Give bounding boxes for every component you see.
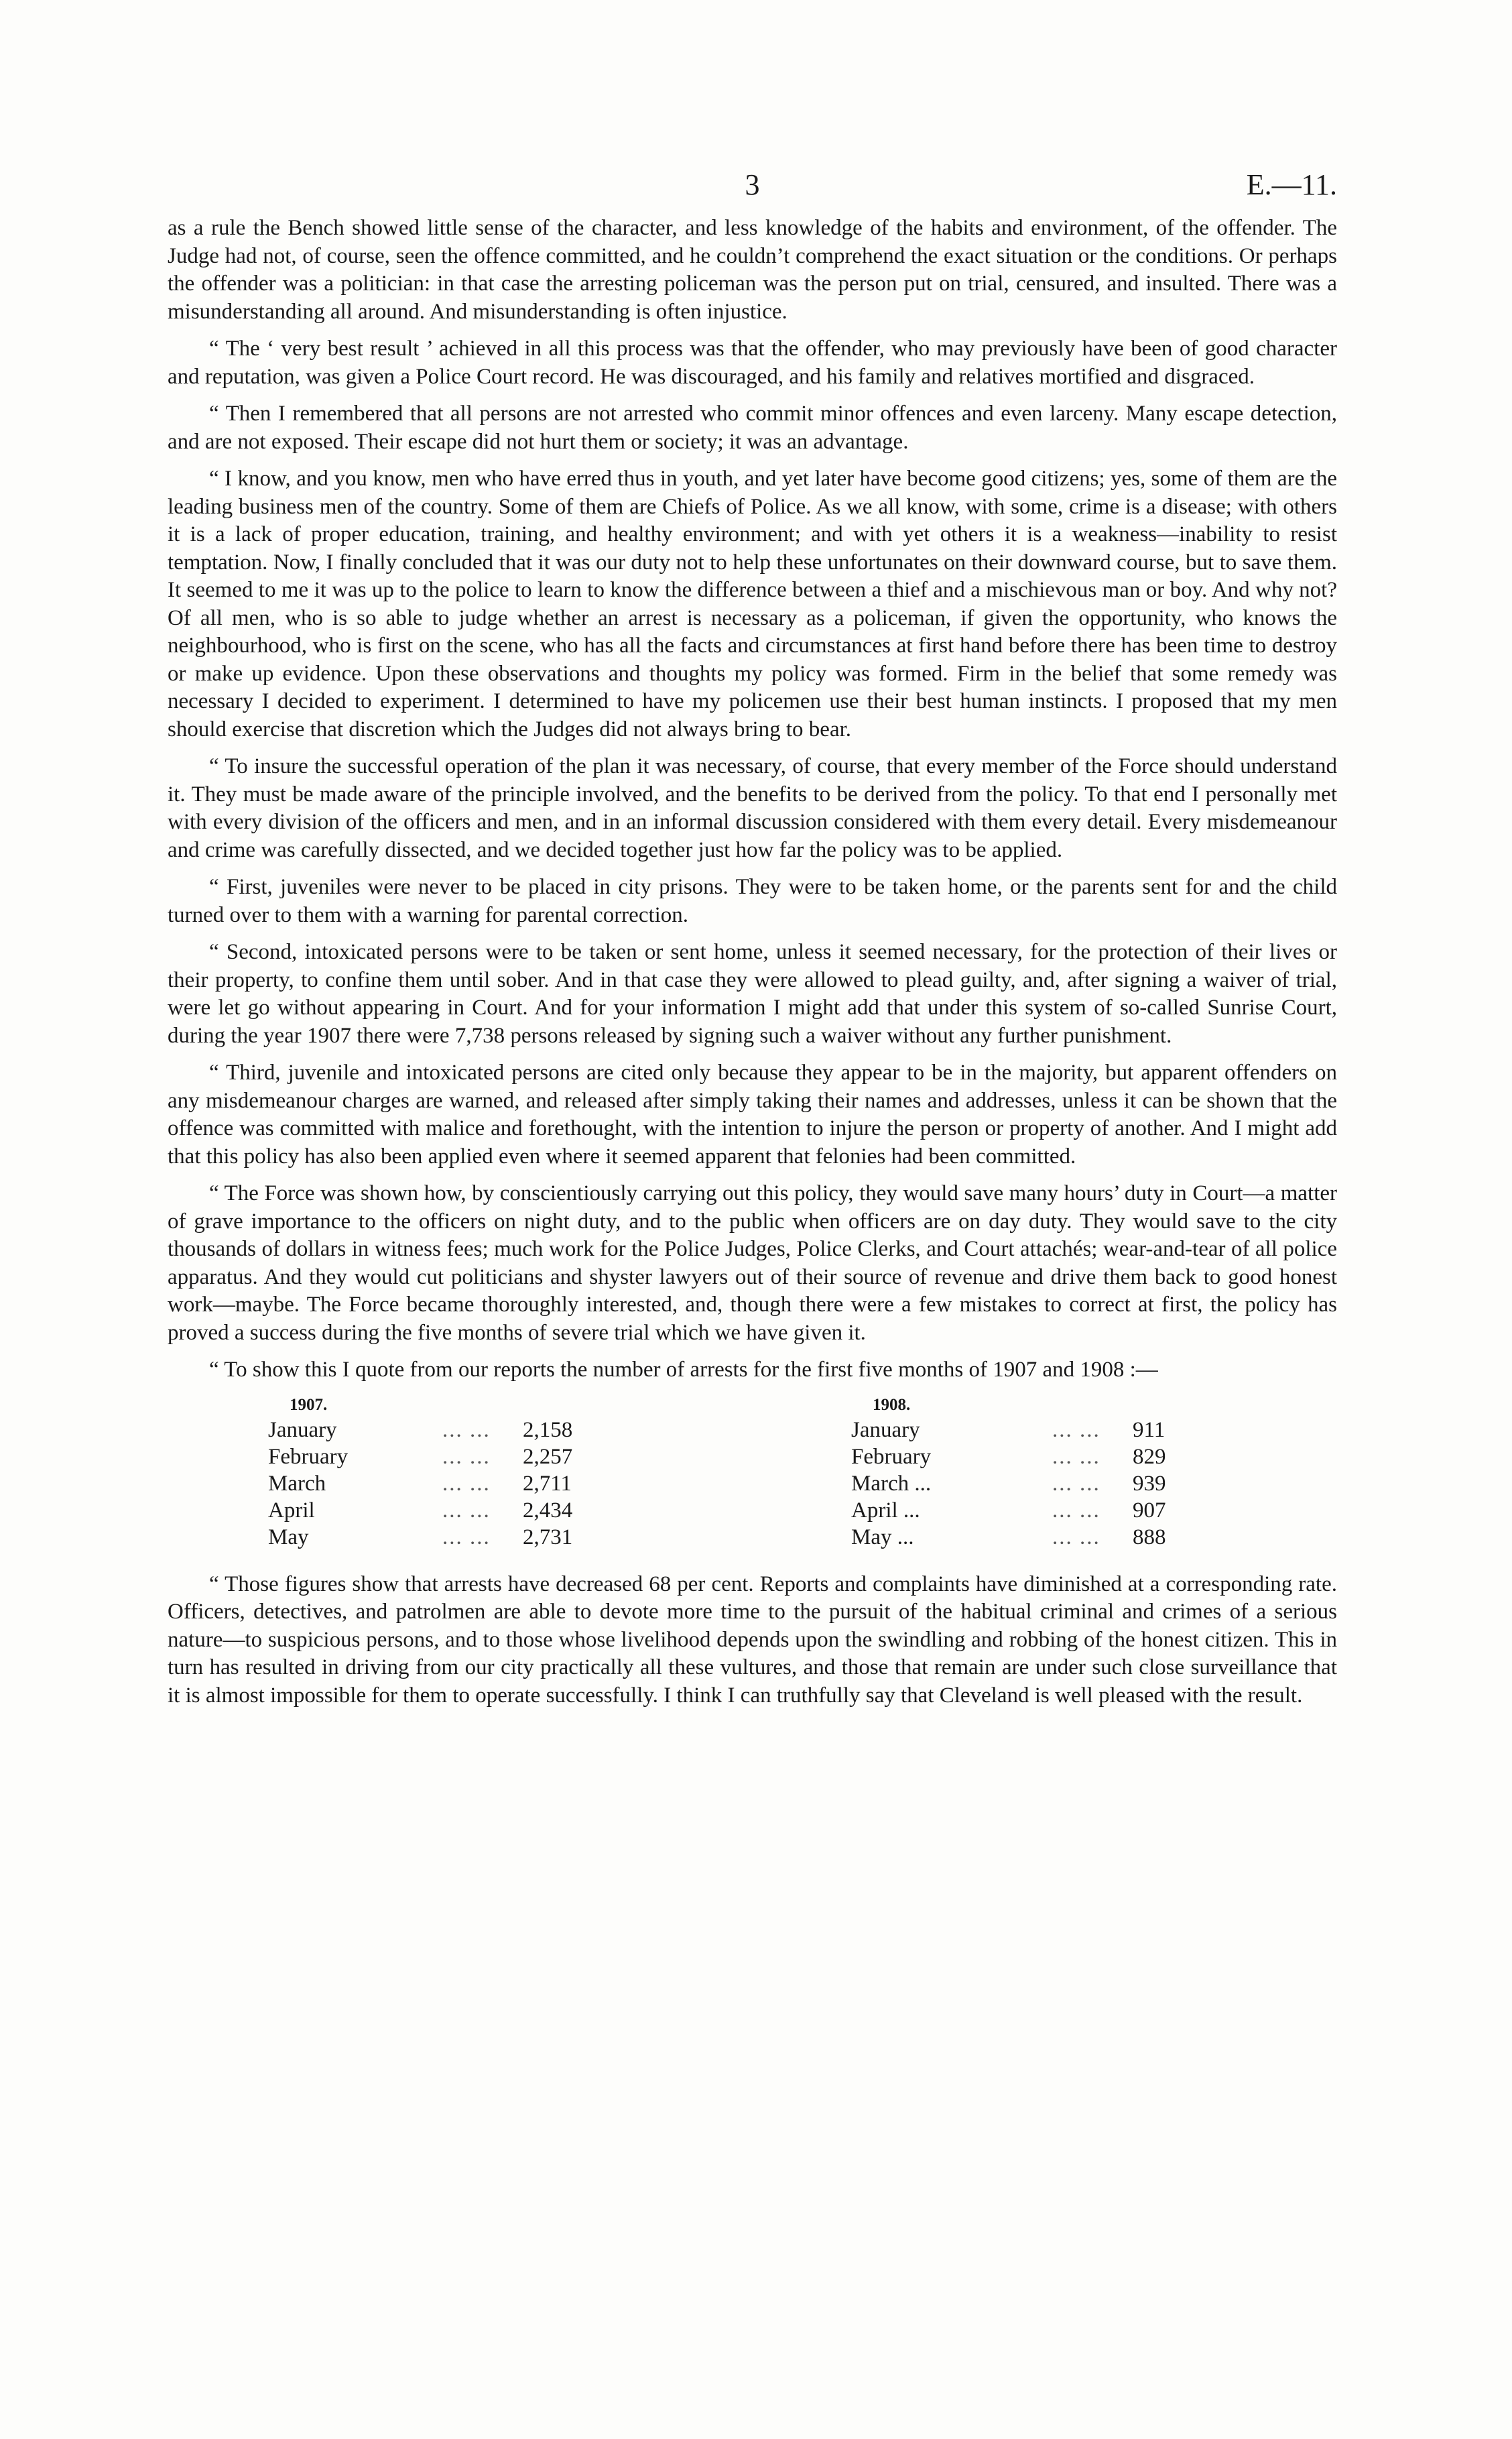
paragraph-10: “ To show this I quote from our reports the number of arrests for the first five months of 1907 and 1908 :— xyxy=(209,1358,1158,1382)
table-row xyxy=(268,1497,704,1524)
table-row xyxy=(268,1443,704,1470)
table-row xyxy=(268,1417,704,1443)
table-row xyxy=(268,1524,704,1551)
table-value: 911 xyxy=(1133,1417,1166,1442)
paragraph-6: “ First, juveniles were never to be placed in city prisons. They were to be taken home, or the parents sent for and the child turned over to them with a warning for parental correction. xyxy=(168,875,1337,927)
table-month: February xyxy=(268,1444,349,1469)
document-page xyxy=(168,161,1337,1719)
table-leader-dots: ... ... xyxy=(442,1444,491,1469)
table-month: January xyxy=(851,1417,920,1442)
paragraph-4: “ I know, and you know, men who have erred thus in youth, and yet later have become good citizens; yes, some of them are the leading business men of the country. Some of them are Chiefs of Police. As we all know, with some, crime is a disease; with others it is a lack of proper education, training, and healthy environment; and with yet others it is a weakness—inability to resist temptation. Now, I finally concluded that it was our duty not to help these unfortunates on their downward course, but to save them. It seemed to me it was up to the police to learn to know the difference between a thief and a mischievous man or boy. And why not? Of all men, who is so able to judge whether an arrest is necessary as a policeman, if given the opportunity, who knows the neighbourhood, who is first on the scene, who has all the facts and circumstances at first hand before there has been time to destroy or make up evidence. Upon these observations and thoughts my policy was formed. Firm in the belief that some remedy was necessary I decided to experiment. I determined to have my policemen use their best human instincts. I proposed that my men should exercise that discretion which the Judges did not always bring to bear. xyxy=(168,467,1337,741)
table-row xyxy=(851,1524,1280,1551)
table-row xyxy=(851,1497,1280,1524)
table-1907 xyxy=(268,1394,704,1551)
table-value: 2,731 xyxy=(523,1525,573,1549)
table-value: 907 xyxy=(1133,1498,1166,1523)
table-month: April ... xyxy=(851,1498,920,1523)
table-1908 xyxy=(851,1394,1280,1551)
paragraph-5: “ To insure the successful operation of the plan it was necessary, of course, that every member of the Force should understand it. They must be made aware of the principle involved, and the benefits to be derived from the policy. To that end I personally met with every division of the officers and men, and in an informal discussion considered with them every detail. Every misdemeanour and crime was carefully dissected, and we decided together just how far the policy was to be applied. xyxy=(168,754,1337,862)
table-row xyxy=(851,1443,1280,1470)
table-value: 888 xyxy=(1133,1525,1166,1549)
paragraph-7: “ Second, intoxicated persons were to be taken or sent home, unless it seemed necessary, for the protection of their lives or their property, to confine them until sober. And in that case they were allowed to plead guilty, and, after signing a waiver of trial, were let go without appearing in Court. And for your information I might add that under this system of so-called Sunrise Court, during the year 1907 there were 7,738 persons released by signing such a waiver without any further punishment. xyxy=(168,940,1337,1048)
table-month: February xyxy=(851,1444,932,1469)
table-leader-dots: ... ... xyxy=(442,1417,491,1442)
table-leader-dots: ... ... xyxy=(442,1498,491,1523)
table-value: 939 xyxy=(1133,1471,1166,1496)
paragraph-9: “ The Force was shown how, by conscientiously carrying out this policy, they would save many hours’ duty in Court—a matter of grave importance to the officers on night duty, and to the public when officers are on day duty. They would save to the city thousands of dollars in witness fees; much work for the Police Judges, Police Clerks, and Court attachés; wear-and-tear of all police apparatus. And they would cut politicians and shyster lawyers out of their source of revenue and drive them back to good honest work—maybe. The Force became thoroughly interested, and, though there were a few mistakes to correct at first, the policy has proved a success during the five months of severe trial which we have given it. xyxy=(168,1181,1337,1345)
table-year-heading: 1907. xyxy=(290,1395,328,1414)
table-leader-dots: ... ... xyxy=(1052,1417,1100,1442)
table-year-heading: 1908. xyxy=(873,1395,911,1414)
arrests-table xyxy=(168,1394,1337,1551)
table-value: 2,711 xyxy=(523,1471,572,1496)
paragraph-2: “ The ‘ very best result ’ achieved in all this process was that the offender, who may previously have been of good character and reputation, was given a Police Court record. He was discouraged, and his family and relatives mortified and disgraced. xyxy=(168,337,1337,389)
table-leader-dots: ... ... xyxy=(442,1471,491,1496)
table-month: April xyxy=(268,1498,315,1523)
closing-paragraph: “ Those figures show that arrests have decreased 68 per cent. Reports and complaints have diminished at a corresponding rate. Officers, detectives, and patrolmen are able to devote more time to the pursuit of the habitual criminal and crimes of a serious nature—to suspicious persons, and to those whose livelihood depends upon the swindling and robbing of the honest citizen. This in turn has resulted in driving from our city practically all these vultures, and those that remain are under such close surveillance that it is almost impossible for them to operate successfully. I think I can truthfully say that Cleveland is well pleased with the result. xyxy=(168,1571,1337,1708)
table-month: May xyxy=(268,1525,309,1549)
table-leader-dots: ... ... xyxy=(1052,1444,1100,1469)
paragraph-1: as a rule the Bench showed little sense of the character, and less knowledge of the habits and environment, of the offender. The Judge had not, of course, seen the offence committed, and he couldn’t comprehend the exact situation or the conditions. Or perhaps the offender was a politician: in that case the arresting policeman was the person put on trial, censured, and insulted. There was a misunderstanding all around. And misunderstanding is often injustice. xyxy=(168,216,1337,324)
table-month: March xyxy=(268,1471,326,1496)
page-reference: E.—11. xyxy=(1246,168,1337,201)
page-header xyxy=(168,161,1337,215)
paragraph-3: “ Then I remembered that all persons are not arrested who commit minor offences and even larceny. Many escape detection, and are not exposed. Their escape did not hurt them or society; it was an advantage. xyxy=(168,402,1337,454)
table-month: May ... xyxy=(851,1525,914,1549)
paragraph-8: “ Third, juvenile and intoxicated persons are cited only because they appear to be in the majority, but apparent offenders on any misdemeanour charges are warned, and released after simply taking their names and addresses, unless it can be shown that the offence was committed with malice and forethought, with the intention to injure the person or property of another. And I might add that this policy has also been applied even where it seemed apparent that felonies had been committed. xyxy=(168,1061,1337,1169)
table-row xyxy=(851,1417,1280,1443)
table-leader-dots: ... ... xyxy=(1052,1498,1100,1523)
table-value: 2,158 xyxy=(523,1417,573,1442)
table-value: 2,434 xyxy=(523,1498,573,1523)
table-leader-dots: ... ... xyxy=(1052,1525,1100,1549)
table-leader-dots: ... ... xyxy=(442,1525,491,1549)
table-month: March ... xyxy=(851,1471,932,1496)
table-leader-dots: ... ... xyxy=(1052,1471,1100,1496)
page-number: 3 xyxy=(745,168,760,201)
table-row xyxy=(851,1470,1280,1497)
table-value: 829 xyxy=(1133,1444,1166,1469)
table-month: January xyxy=(268,1417,337,1442)
table-row xyxy=(268,1470,704,1497)
table-value: 2,257 xyxy=(523,1444,573,1469)
